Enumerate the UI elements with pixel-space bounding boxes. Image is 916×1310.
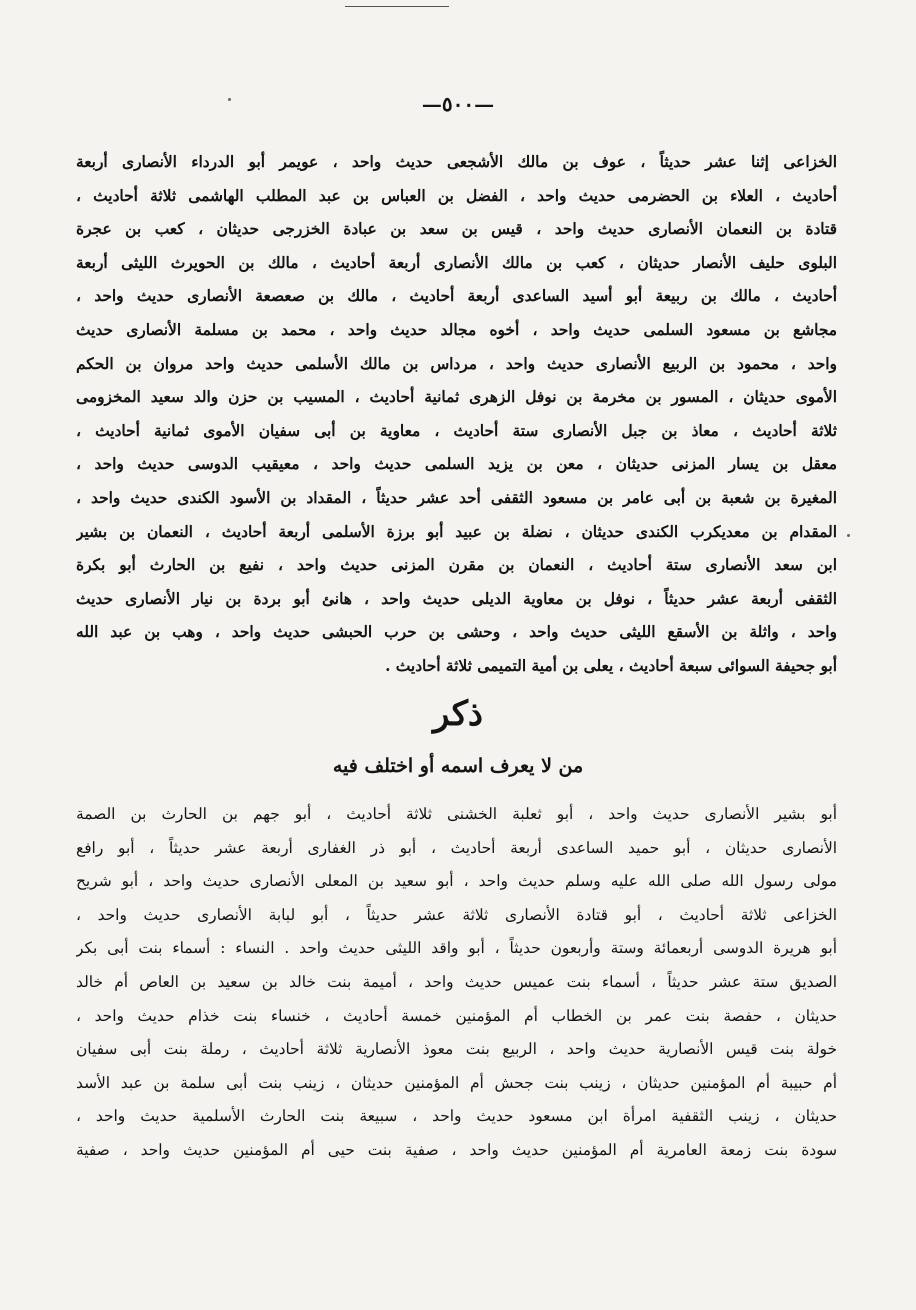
text-line: الأموى حديثان ، المسور بن مخرمة بن نوفل الزهرى ثمانية أحاديث ، المسيب بن حزن والد سعيد المخزومى	[76, 388, 837, 407]
text-line: ثلاثة أحاديث ، معاذ بن جبل الأنصارى ستة أحاديث ، معاوية بن أبى سفيان الأموى ثمانية أحاديث ،	[76, 421, 837, 440]
paragraph-companions	[76, 146, 837, 684]
text-line: ابن سعد الأنصارى ستة أحاديث ، النعمان بن مقرن المزنى حديث واحد ، نفيع بن الحارث أبو بكرة	[76, 556, 837, 575]
text-line: المغيرة بن شعبة بن أبى عامر بن مسعود الثقفى أحد عشر حديثاً ، المقداد بن الأسود الكندى حديث واحد ،	[76, 488, 837, 507]
text-line: معقل بن يسار المزنى حديثان ، معن بن يزيد السلمى حديث واحد ، معيقيب الدوسى حديث واحد ،	[76, 455, 837, 474]
section-heading: ذكر	[432, 694, 484, 734]
paragraph-unknown-names	[76, 798, 837, 1168]
text-line: أبو بشير الأنصارى حديث واحد ، أبو ثعلبة الخشنى ثلاثة أحاديث ، أبو جهم بن الحارث بن الصمة	[76, 805, 837, 823]
section-subheading: من لا يعرف اسمه أو اختلف فيه	[332, 755, 584, 777]
text-line: حديثان ، حفصة بنت عمر بن الخطاب أم المؤمنين خمسة أحاديث ، خنساء بنت خذام حديث واحد ،	[76, 1006, 837, 1025]
text-line: البلوى حليف الأنصار حديثان ، كعب بن مالك الأنصارى أربعة أحاديث ، مالك بن الحويرث الليثى أربعة	[76, 253, 837, 272]
text-line: أحاديث ، مالك بن ربيعة أبو أسيد الساعدى أربعة أحاديث ، مالك بن صعصعة الأنصارى حديث واحد ،	[76, 287, 837, 306]
top-rule	[345, 6, 449, 7]
text-line: حديثان ، زينب الثقفية امرأة ابن مسعود حديث واحد ، سبيعة بنت الحارث الأسلمية حديث واحد ،	[76, 1107, 837, 1126]
page-number: —٥٠٠—	[421, 92, 495, 116]
text-line: أبو هريرة الدوسى أربعمائة وستة وأربعون حديثاً ، أبو واقد الليثى حديث واحد . النساء : أسماء بنت أبى بكر	[76, 939, 837, 958]
text-line: سودة بنت زمعة العامرية أم المؤمنين حديث واحد ، صفية بنت حيى أم المؤمنين حديث واحد ، صفية	[76, 1140, 837, 1159]
text-line: واحد ، واثلة بن الأسقع الليثى حديث واحد ، وحشى بن حرب الحبشى حديث واحد ، وهب بن عبد الله	[76, 623, 837, 642]
text-line: الصديق ستة عشر حديثاً ، أسماء بنت عميس حديث واحد ، أميمة بنت خالد بن سعيد بن العاص أم خالد	[76, 972, 837, 991]
text-line: الأنصارى حديثان ، أبو حميد الساعدى أربعة أحاديث ، أبو ذر الغفارى أربعة عشر حديثاً ، أبو رافع	[76, 838, 837, 857]
text-line: قتادة بن النعمان الأنصارى حديث واحد ، قيس بن سعد بن عبادة الخزرجى حديثان ، كعب بن عجرة	[76, 220, 837, 239]
speck	[228, 98, 231, 101]
text-line: أحاديث ، العلاء بن الحضرمى حديث واحد ، الفضل بن العباس بن عبد المطلب الهاشمى ثلاثة أحاديث ،	[76, 186, 837, 205]
text-line: مولى رسول الله صلى الله عليه وسلم حديث واحد ، أبو سعيد بن المعلى الأنصارى حديث واحد ، أبو شريح	[76, 872, 837, 891]
text-line: الخزاعى ثلاثة أحاديث ، أبو قتادة الأنصارى ثلاثة عشر حديثاً ، أبو لبابة الأنصارى حديث واحد ،	[76, 905, 837, 924]
text-line: أم حبيبة أم المؤمنين حديثان ، زينب بنت جحش أم المؤمنين حديثان ، زينب بنت أبى سلمة بن عبد الأسد	[76, 1073, 837, 1092]
text-line: مجاشع بن مسعود السلمى حديث واحد ، أخوه مجالد حديث واحد ، محمد بن مسلمة الأنصارى حديث	[76, 320, 837, 339]
text-line: أبو جحيفة السوائى سبعة أحاديث ، يعلى بن أمية التميمى ثلاثة أحاديث .	[385, 656, 837, 675]
text-line: المقدام بن معديكرب الكندى حديثان ، نضلة بن عبيد أبو برزة الأسلمى أربعة أحاديث ، النعمان بن بشير	[76, 522, 837, 541]
speck	[847, 534, 850, 537]
text-line: واحد ، محمود بن الربيع الأنصارى حديث واحد ، مرداس بن مالك الأسلمى حديث واحد مروان بن الحكم	[76, 354, 837, 373]
text-line: خولة بنت قيس الأنصارية حديث واحد ، الربيع بنت معوذ الأنصارية ثلاثة أحاديث ، رملة بنت أبى سفيان	[76, 1040, 837, 1059]
text-line: الخزاعى إثنا عشر حديثاً ، عوف بن مالك الأشجعى حديث واحد ، عويمر أبو الدرداء الأنصارى أربعة	[76, 153, 837, 171]
text-line: الثقفى أربعة عشر حديثاً ، نوفل بن معاوية الديلى حديث واحد ، هانئ أبو بردة بن نيار الأنصارى حديث	[76, 589, 837, 608]
